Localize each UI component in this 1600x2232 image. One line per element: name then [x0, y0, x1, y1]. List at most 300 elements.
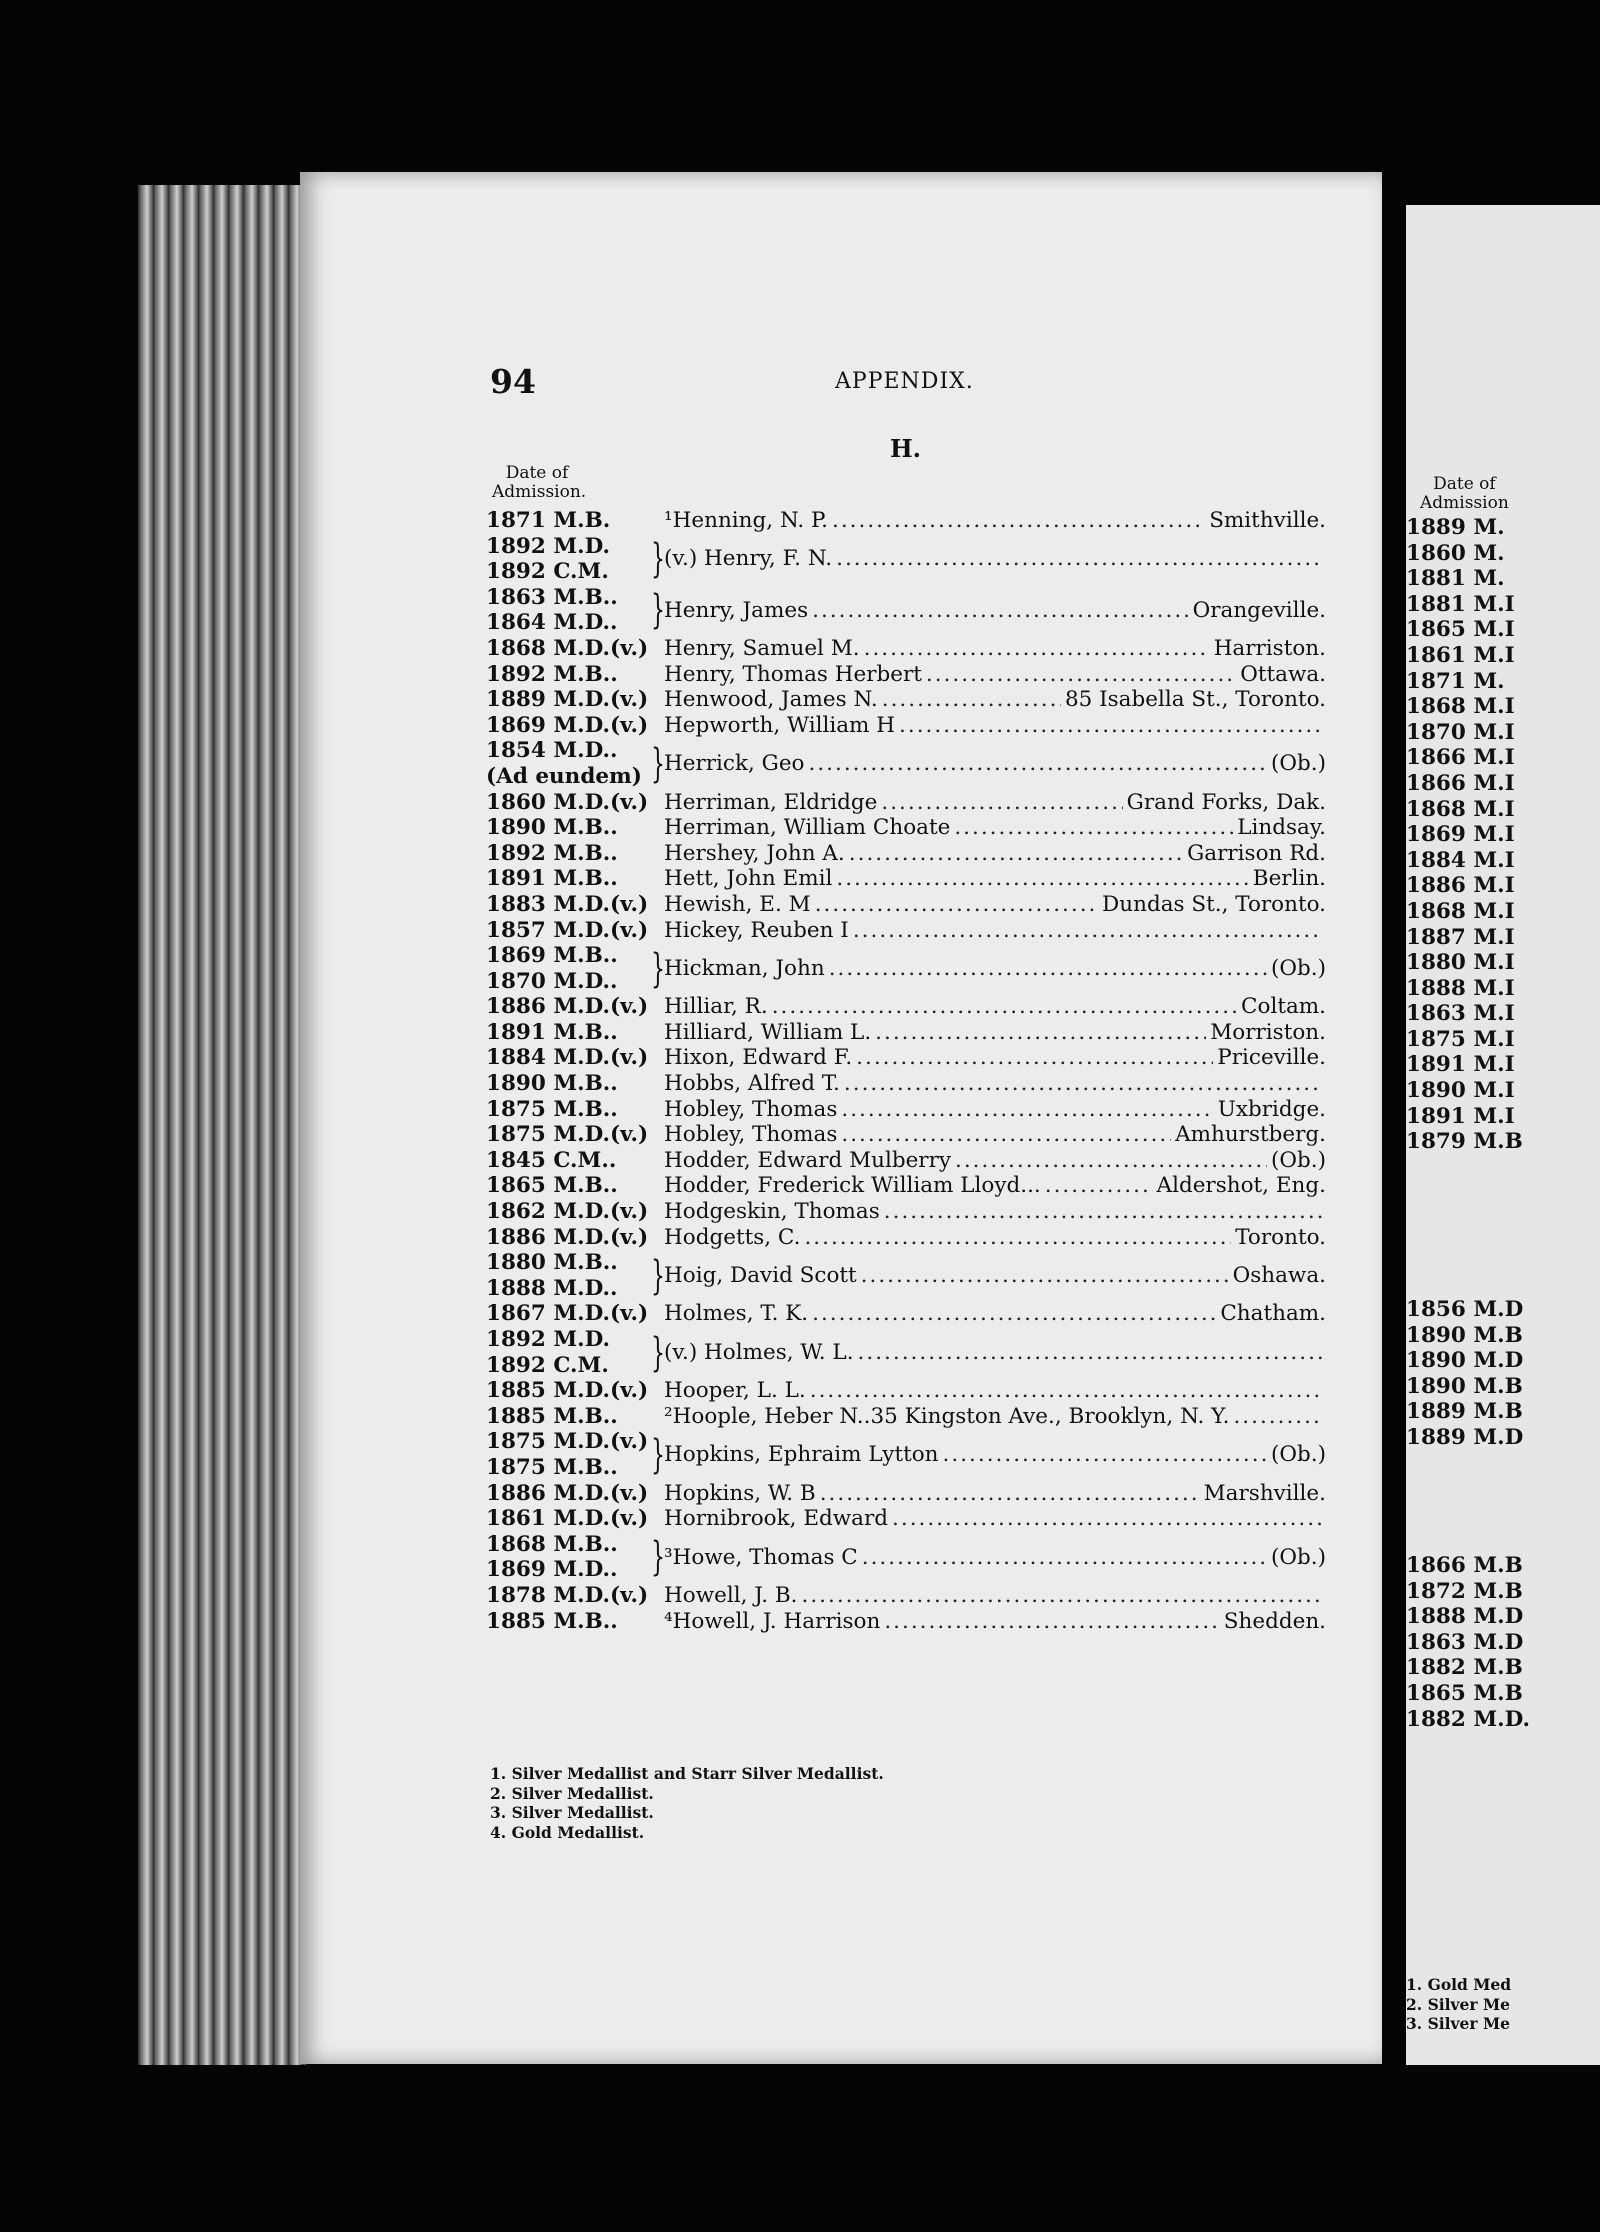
graduate-name: Hobley, Thomas	[664, 1122, 838, 1148]
admission-dates	[486, 1404, 652, 1430]
admission-dates	[486, 738, 652, 789]
residence: Chatham.	[1220, 1301, 1326, 1327]
graduate-name: Hickey, Reuben I	[664, 917, 849, 943]
brace-mark	[655, 1173, 662, 1199]
right-list-item: 1887 M.I	[1406, 924, 1515, 950]
entry-body	[664, 1020, 1326, 1046]
admission-date: 1880 M.B..	[486, 1250, 618, 1276]
graduate-name: Henwood, James N.	[664, 687, 878, 713]
admission-date: 1868 M.B..	[486, 1531, 618, 1557]
entry-row	[486, 1045, 1326, 1071]
right-list-item: 3. Silver Me	[1406, 2014, 1510, 2033]
graduate-name: Hodder, Frederick William Lloyd...	[664, 1173, 1041, 1199]
admission-dates	[486, 1225, 652, 1251]
brace-mark	[655, 713, 662, 739]
entry-row	[486, 1378, 1326, 1404]
entry-body	[664, 1404, 1326, 1430]
residence: Shedden.	[1223, 1608, 1326, 1634]
admission-dates	[486, 841, 652, 867]
right-list-item: 1860 M.	[1406, 540, 1505, 566]
right-list-1	[1406, 515, 1523, 1155]
brace-mark	[655, 636, 662, 662]
entry-body	[664, 1378, 1326, 1404]
admission-dates	[486, 1506, 652, 1532]
leader-dots	[864, 636, 1210, 662]
leader-dots	[1045, 1173, 1153, 1199]
entry-body	[664, 1609, 1326, 1635]
leader-dots	[943, 1442, 1267, 1468]
left-page	[300, 172, 1382, 2064]
right-list-item: 1881 M.	[1406, 566, 1505, 592]
admission-date: 1891 M.B..	[486, 1019, 618, 1045]
admission-date: 1867 M.D.(v.)	[486, 1301, 649, 1327]
leader-dots	[955, 1148, 1267, 1174]
admission-dates	[486, 508, 652, 534]
leader-dots	[810, 1378, 1322, 1404]
entry-body	[664, 1097, 1326, 1123]
right-list-item: 1882 M.D.	[1406, 1706, 1530, 1732]
residence: Priceville.	[1217, 1045, 1326, 1071]
graduate-name: Herriman, Eldridge	[664, 789, 878, 815]
admission-dates	[486, 1429, 652, 1480]
footnote: 2. Silver Medallist.	[490, 1783, 654, 1803]
admission-date: 1869 M.B..	[486, 943, 618, 969]
right-list-item: 1888 M.I	[1406, 975, 1515, 1001]
entry-body	[664, 1071, 1326, 1097]
entry-row	[486, 1097, 1326, 1123]
entry-body	[664, 866, 1326, 892]
entry-body	[664, 1532, 1326, 1583]
graduate-name: Hobbs, Alfred T.	[664, 1071, 840, 1097]
residence: Ottawa.	[1240, 661, 1326, 687]
admission-date: 1884 M.D.(v.)	[486, 1045, 649, 1071]
leader-dots	[1233, 1404, 1322, 1430]
right-list-item: 1872 M.B	[1406, 1578, 1523, 1604]
admission-date: 1869 M.D.(v.)	[486, 712, 649, 738]
leader-dots	[875, 1020, 1206, 1046]
right-list-item: 1. Gold Med	[1406, 1975, 1512, 1994]
admission-date: 1864 M.D..	[486, 610, 618, 636]
brace-mark	[655, 1609, 662, 1635]
right-list-item: 1888 M.D	[1406, 1604, 1524, 1630]
graduate-name: Hoig, David Scott	[664, 1263, 857, 1289]
graduate-name: Hopkins, Ephraim Lytton	[664, 1442, 939, 1468]
entry-row	[486, 1301, 1326, 1327]
right-list-item: 1863 M.D	[1406, 1629, 1524, 1655]
entry-row	[486, 738, 1326, 789]
leader-dots	[853, 918, 1322, 944]
entry-row	[486, 1404, 1326, 1430]
entry-row	[486, 1506, 1326, 1532]
graduate-name: Hobley, Thomas	[664, 1096, 838, 1122]
leader-dots	[884, 1609, 1219, 1635]
right-list-item: 1890 M.B	[1406, 1373, 1523, 1399]
entry-body	[664, 1429, 1326, 1480]
admission-dates	[486, 1020, 652, 1046]
entry-row	[486, 636, 1326, 662]
entry-body	[664, 1506, 1326, 1532]
brace-mark: }	[651, 740, 666, 787]
leader-dots	[856, 1045, 1213, 1071]
entry-body	[664, 815, 1326, 841]
entry-body	[664, 508, 1326, 534]
right-list-item: 1891 M.I	[1406, 1103, 1515, 1129]
brace-mark: }	[651, 536, 666, 583]
admission-dates	[486, 534, 652, 585]
graduate-name: Holmes, T. K.	[664, 1301, 809, 1327]
graduate-name: Hodder, Edward Mulberry	[664, 1147, 952, 1173]
graduate-name: (v.) Holmes, W. L.	[664, 1339, 854, 1365]
leader-dots	[849, 841, 1183, 867]
leader-dots	[836, 546, 1322, 572]
right-list-item: 1884 M.I	[1406, 847, 1515, 873]
graduate-name: Henry, Samuel M.	[664, 635, 860, 661]
graduate-name: Henry, Thomas Herbert	[664, 661, 922, 687]
right-list-item: 1880 M.I	[1406, 950, 1515, 976]
residence: Orangeville.	[1192, 597, 1326, 623]
entry-row	[486, 943, 1326, 994]
brace-mark	[655, 1020, 662, 1046]
entry-body	[664, 713, 1326, 739]
entry-row	[486, 1532, 1326, 1583]
right-list-item: 1866 M.I	[1406, 770, 1515, 796]
residence: Morriston.	[1210, 1019, 1326, 1045]
residence: (Ob.)	[1271, 1544, 1326, 1570]
right-list-item: 1886 M.I	[1406, 873, 1515, 899]
entry-body	[664, 687, 1326, 713]
brace-mark	[655, 1583, 662, 1609]
entry-body	[664, 1173, 1326, 1199]
admission-date: 1885 M.B..	[486, 1608, 618, 1634]
residence: Garrison Rd.	[1187, 840, 1326, 866]
leader-dots	[862, 1545, 1267, 1571]
entry-row	[486, 1481, 1326, 1507]
right-date-header	[1420, 475, 1509, 513]
residence: Toronto.	[1235, 1224, 1326, 1250]
entry-row	[486, 1122, 1326, 1148]
admission-dates	[486, 1481, 652, 1507]
admission-date: 1885 M.D.(v.)	[486, 1378, 649, 1404]
section-letter: H.	[890, 434, 922, 463]
right-list-3	[1406, 1553, 1530, 1732]
entry-row	[486, 841, 1326, 867]
graduate-name: ¹Henning, N. P.	[664, 508, 828, 533]
admission-date: 1892 C.M.	[486, 1352, 609, 1378]
brace-mark	[655, 918, 662, 944]
entry-body	[664, 790, 1326, 816]
residence: Smithville.	[1209, 508, 1326, 533]
brace-mark: }	[651, 1252, 666, 1299]
admission-dates	[486, 994, 652, 1020]
date-header-line: Admission.	[492, 482, 587, 502]
leader-dots	[899, 713, 1322, 739]
right-list-item: 1889 M.B	[1406, 1399, 1523, 1425]
leader-dots	[820, 1481, 1200, 1507]
entry-row	[486, 687, 1326, 713]
admission-dates	[486, 662, 652, 688]
admission-dates	[486, 1532, 652, 1583]
admission-dates	[486, 687, 652, 713]
footnote: 1. Silver Medallist and Starr Silver Medallist.	[490, 1764, 884, 1783]
entry-row	[486, 1250, 1326, 1301]
right-page-fragment	[1406, 205, 1600, 2065]
leader-dots	[804, 1225, 1231, 1251]
residence: Oshawa.	[1232, 1263, 1326, 1289]
graduate-name: Hickman, John	[664, 955, 825, 981]
graduate-name: ²Hoople, Heber N..35 Kingston Ave., Brooklyn, N. Y.	[664, 1403, 1230, 1429]
right-list-item: 1861 M.I	[1406, 642, 1515, 668]
admission-dates	[486, 1327, 652, 1378]
brace-mark	[655, 994, 662, 1020]
leader-dots	[844, 1071, 1322, 1097]
admission-dates	[486, 1301, 652, 1327]
admission-dates	[486, 1045, 652, 1071]
entry-row	[486, 866, 1326, 892]
graduate-name: ³Howe, Thomas C	[664, 1544, 858, 1570]
entry-body	[664, 534, 1326, 585]
entry-body	[664, 918, 1326, 944]
entry-body	[664, 1301, 1326, 1327]
entry-body	[664, 1045, 1326, 1071]
admission-dates	[486, 713, 652, 739]
brace-mark	[655, 1225, 662, 1251]
entry-row	[486, 994, 1326, 1020]
brace-mark: }	[651, 1534, 666, 1581]
residence: (Ob.)	[1271, 751, 1326, 777]
residence: Amhurstberg.	[1175, 1122, 1326, 1148]
right-list-item: 1856 M.D	[1406, 1297, 1524, 1322]
right-list-2	[1406, 1297, 1523, 1451]
admission-dates	[486, 636, 652, 662]
admission-date: 1886 M.D.(v.)	[486, 994, 649, 1020]
right-list-item: 1870 M.I	[1406, 719, 1515, 745]
admission-date: 1860 M.D.(v.)	[486, 789, 649, 815]
admission-date: 1892 M.B..	[486, 661, 618, 687]
admission-date: 1869 M.D..	[486, 1557, 618, 1583]
entry-row	[486, 662, 1326, 688]
admission-date: 1861 M.D.(v.)	[486, 1506, 649, 1532]
entry-row	[486, 815, 1326, 841]
entry-row	[486, 790, 1326, 816]
residence: Uxbridge.	[1217, 1096, 1326, 1122]
entry-body	[664, 1225, 1326, 1251]
admission-date: 1890 M.B..	[486, 815, 618, 841]
right-list-item: 1865 M.I	[1406, 617, 1515, 643]
admission-dates	[486, 1250, 652, 1301]
right-list-item: 1866 M.I	[1406, 745, 1515, 771]
residence: (Ob.)	[1271, 1442, 1326, 1468]
admission-date: 1883 M.D.(v.)	[486, 891, 649, 917]
graduate-name: Howell, J. B.	[664, 1582, 798, 1608]
leader-dots	[829, 956, 1267, 982]
brace-mark: }	[651, 1329, 666, 1376]
right-list-item: 1882 M.B	[1406, 1655, 1523, 1681]
entry-row	[486, 1225, 1326, 1251]
residence: Lindsay.	[1237, 815, 1326, 841]
footnote: 4. Gold Medallist.	[490, 1822, 645, 1842]
entry-body	[664, 1199, 1326, 1225]
admission-date: 1875 M.D.(v.)	[486, 1429, 649, 1455]
admission-date: 1878 M.D.(v.)	[486, 1582, 649, 1608]
entry-row	[486, 1173, 1326, 1199]
right-list-item: 1868 M.I	[1406, 898, 1515, 924]
admission-date: 1875 M.B..	[486, 1096, 618, 1122]
footnote: 3. Silver Medallist.	[490, 1803, 654, 1822]
brace-mark: }	[651, 587, 666, 634]
entry-row	[486, 892, 1326, 918]
right-list-item: 1890 M.B	[1406, 1322, 1523, 1348]
brace-mark	[655, 790, 662, 816]
residence: Harriston.	[1213, 635, 1326, 661]
entry-row	[486, 534, 1326, 585]
admission-date: 1868 M.D.(v.)	[486, 635, 649, 661]
leader-dots	[884, 1199, 1322, 1225]
entry-body	[664, 1327, 1326, 1378]
admission-date: 1892 C.M.	[486, 559, 609, 585]
right-list-item: 1881 M.I	[1406, 591, 1515, 617]
brace-mark	[655, 1506, 662, 1532]
right-list-item: 1865 M.B	[1406, 1680, 1523, 1706]
admission-date: 1875 M.D.(v.)	[486, 1122, 649, 1148]
entry-row	[486, 713, 1326, 739]
admission-dates	[486, 815, 652, 841]
admission-date: 1888 M.D..	[486, 1275, 618, 1301]
admission-dates	[486, 866, 652, 892]
graduate-name: ⁴Howell, J. Harrison	[664, 1608, 881, 1634]
admission-dates	[486, 1148, 652, 1174]
admission-dates	[486, 1122, 652, 1148]
footnotes	[490, 1764, 884, 1842]
graduate-name: Henry, James	[664, 597, 809, 623]
brace-mark	[655, 1301, 662, 1327]
admission-dates	[486, 1199, 652, 1225]
graduate-name: Hershey, John A.	[664, 840, 845, 866]
leader-dots	[926, 662, 1236, 688]
date-header-line: Admission	[1420, 493, 1509, 513]
brace-mark	[655, 508, 662, 534]
graduate-name: Hepworth, William H	[664, 712, 896, 738]
admission-dates	[486, 892, 652, 918]
brace-mark	[655, 841, 662, 867]
right-list-item: 1868 M.I	[1406, 796, 1515, 822]
residence: Aldershot, Eng.	[1156, 1173, 1326, 1199]
brace-mark: }	[651, 945, 666, 992]
right-list-item: 1889 M.D	[1406, 1424, 1524, 1450]
leader-dots	[841, 1097, 1213, 1123]
admission-dates	[486, 1071, 652, 1097]
admission-dates	[486, 1097, 652, 1123]
residence: Marshville.	[1203, 1480, 1326, 1506]
residence: (Ob.)	[1271, 955, 1326, 981]
entry-body	[664, 662, 1326, 688]
leader-dots	[841, 1122, 1171, 1148]
admission-date: 1886 M.D.(v.)	[486, 1224, 649, 1250]
admission-dates	[486, 585, 652, 636]
graduate-name: (v.) Henry, F. N.	[664, 546, 833, 572]
entry-row	[486, 1148, 1326, 1174]
brace-mark	[655, 1148, 662, 1174]
admission-date: 1857 M.D.(v.)	[486, 917, 649, 943]
admission-dates	[486, 1609, 652, 1635]
admission-date: 1892 M.D.	[486, 1327, 610, 1352]
admission-date: 1875 M.B..	[486, 1454, 618, 1480]
entry-body	[664, 1583, 1326, 1609]
entry-row	[486, 918, 1326, 944]
entry-body	[664, 1148, 1326, 1174]
residence: Grand Forks, Dak.	[1126, 789, 1326, 815]
entry-body	[664, 994, 1326, 1020]
page-header: APPENDIX.	[835, 369, 974, 394]
entry-body	[664, 738, 1326, 789]
graduate-name: Hodgeskin, Thomas	[664, 1199, 880, 1225]
residence: Dundas St., Toronto.	[1102, 891, 1326, 917]
leader-dots	[836, 866, 1248, 892]
residence: Berlin.	[1252, 866, 1326, 892]
entry-body	[664, 841, 1326, 867]
graduate-name: Hopkins, W. B	[664, 1480, 816, 1506]
entry-row	[486, 1583, 1326, 1609]
brace-mark	[655, 1378, 662, 1404]
brace-mark	[655, 1199, 662, 1225]
leader-dots	[954, 815, 1233, 841]
graduate-name: Herriman, William Choate	[664, 815, 951, 841]
entry-row	[486, 508, 1326, 534]
graduate-name: Hewish, E. M	[664, 891, 811, 917]
residence: 85 Isabella St., Toronto.	[1064, 687, 1326, 713]
admission-date: 1863 M.B..	[486, 584, 618, 610]
admission-dates	[486, 790, 652, 816]
admission-dates	[486, 1173, 652, 1199]
brace-mark	[655, 1404, 662, 1430]
brace-mark	[655, 1097, 662, 1123]
brace-mark	[655, 866, 662, 892]
leader-dots	[772, 994, 1237, 1020]
graduate-name: Herrick, Geo	[664, 751, 805, 777]
leader-dots	[882, 687, 1061, 713]
leader-dots	[815, 892, 1098, 918]
admission-date: 1891 M.B..	[486, 866, 618, 892]
entry-row	[486, 585, 1326, 636]
right-list-item: 1890 M.I	[1406, 1078, 1515, 1104]
right-list-item: 1871 M.	[1406, 668, 1505, 694]
entry-body	[664, 1481, 1326, 1507]
graduate-name: Hilliar, R.	[664, 994, 768, 1020]
right-list-item: 1889 M.	[1406, 515, 1505, 540]
right-list-item: 1866 M.B	[1406, 1553, 1523, 1578]
brace-mark	[655, 1045, 662, 1071]
entry-body	[664, 585, 1326, 636]
date-header-line: Date of	[505, 463, 569, 483]
right-footnotes	[1406, 1975, 1511, 2034]
right-list-item: 1879 M.B	[1406, 1129, 1523, 1155]
right-list-item: 1890 M.D	[1406, 1348, 1524, 1374]
right-list-item: 2. Silver Me	[1406, 1994, 1510, 2014]
leader-dots	[892, 1506, 1322, 1532]
leader-dots	[832, 508, 1205, 534]
right-list-item: 1868 M.I	[1406, 694, 1515, 720]
entry-row	[486, 1609, 1326, 1635]
admission-date: 1862 M.D.(v.)	[486, 1199, 649, 1225]
date-header-line: Date of	[1433, 474, 1496, 494]
entry-body	[664, 943, 1326, 994]
admission-dates	[486, 918, 652, 944]
admission-date: 1892 M.D.	[486, 533, 610, 559]
brace-mark	[655, 1122, 662, 1148]
leader-dots	[861, 1263, 1229, 1289]
residence: (Ob.)	[1271, 1147, 1326, 1173]
brace-mark	[655, 815, 662, 841]
brace-mark	[655, 1481, 662, 1507]
